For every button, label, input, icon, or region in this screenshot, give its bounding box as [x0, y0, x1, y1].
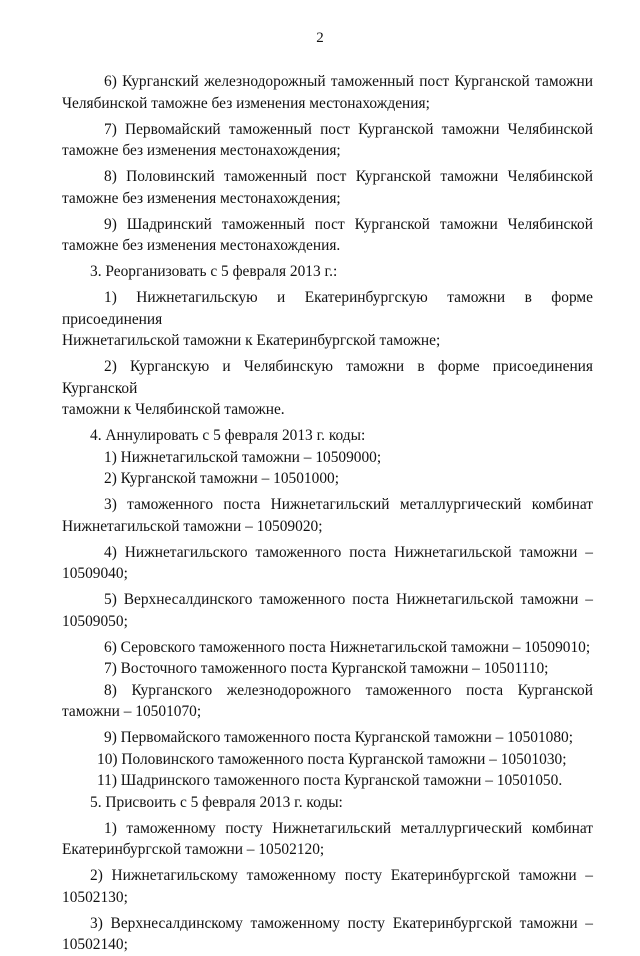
paragraph-line: 7) Восточного таможенного поста Курганской таможни – 10501110; — [104, 660, 549, 677]
paragraph-5-3 — [62, 913, 593, 956]
paragraph-continuation: Челябинской таможне без изменения местонахождения; — [62, 94, 430, 112]
paragraph-9-shadrinsky-post — [62, 214, 593, 257]
paragraph-4-2 — [62, 468, 593, 490]
paragraph-8-polovinsky-post — [62, 166, 593, 209]
paragraph-4-3 — [62, 494, 593, 537]
paragraph-4-8 — [62, 680, 593, 723]
paragraph-7-pervomaysky-post — [62, 119, 593, 162]
paragraph-4-5 — [62, 589, 593, 632]
paragraph-5-1 — [62, 818, 593, 861]
paragraph-continuation: Нижнетагильской таможни к Екатеринбургской таможне; — [62, 332, 441, 349]
paragraph-4-11 — [62, 770, 593, 792]
paragraph-line: 10) Половинского таможенного поста Курганской таможни – 10501030; — [97, 750, 567, 768]
paragraph-line: 9) Шадринский таможенный пост Курганской таможни Челябинской — [104, 215, 593, 233]
paragraph-4-4 — [62, 542, 593, 585]
paragraph-continuation: 10509040; — [62, 565, 128, 582]
paragraph-line: 6) Серовского таможенного поста Нижнетагильской таможни – 10509010; — [104, 638, 591, 656]
page-number: 2 — [316, 30, 324, 46]
document-body — [62, 71, 593, 956]
paragraph-line: 5. Присвоить с 5 февраля 2013 г. коды: — [90, 793, 343, 811]
paragraph-4-7 — [62, 658, 593, 680]
paragraph-5-2 — [62, 865, 593, 908]
paragraph-line: 1) Нижнетагильской таможни – 10509000; — [104, 448, 382, 466]
paragraph-line: 4. Аннулировать с 5 февраля 2013 г. коды: — [90, 427, 366, 444]
paragraph-line: 11) Шадринского таможенного поста Курганской таможни – 10501050. — [97, 772, 563, 789]
paragraph-line: 3. Реорганизовать с 5 февраля 2013 г.: — [90, 263, 338, 280]
paragraph-4-10 — [62, 749, 593, 771]
paragraph-4-6 — [62, 637, 593, 659]
paragraph-continuation: таможне без изменения местонахождения; — [62, 189, 341, 207]
paragraph-6-kurgan-railway-post — [62, 71, 593, 114]
paragraph-continuation: 10502130; — [62, 888, 128, 906]
paragraph-line: 3) таможенного поста Нижнетагильский металлургический комбинат — [104, 496, 593, 513]
paragraph-continuation: Екатеринбургской таможни – 10502120; — [62, 841, 325, 858]
paragraph-continuation: таможне без изменения местонахождения. — [62, 237, 341, 254]
paragraph-continuation: таможни – 10501070; — [62, 703, 202, 720]
paragraph-line: 1) таможенному посту Нижнетагильский металлургический комбинат — [104, 819, 593, 837]
paragraph-continuation: 10509050; — [62, 612, 128, 630]
paragraph-4-1 — [62, 447, 593, 469]
paragraph-3-1-nizhny-tagil-merge — [62, 287, 593, 352]
paragraph-3-2-kurgan-merge — [62, 356, 593, 421]
paragraph-line: 5) Верхнесалдинского таможенного поста Нижнетагильской таможни – — [104, 591, 593, 608]
section-5-heading — [62, 792, 593, 814]
paragraph-continuation: 10502140; — [62, 936, 128, 953]
paragraph-continuation: таможни к Челябинской таможне. — [62, 401, 285, 418]
paragraph-line: 2) Курганской таможни – 10501000; — [104, 470, 339, 487]
paragraph-line: 1) Нижнетагильскую и Екатеринбургскую таможни в форме присоединения — [62, 289, 593, 328]
paragraph-line: 6) Курганский железнодорожный таможенный пост Курганской таможни — [104, 73, 593, 90]
paragraph-continuation: таможне без изменения местонахождения; — [62, 142, 341, 159]
paragraph-line: 2) Курганскую и Челябинскую таможни в форме присоединения Курганской — [62, 358, 593, 397]
paragraph-line: 9) Первомайского таможенного поста Курганской таможни – 10501080; — [104, 729, 574, 746]
paragraph-line: 8) Половинский таможенный пост Курганской таможни Челябинской — [104, 168, 593, 185]
paragraph-line: 7) Первомайский таможенный пост Курганской таможни Челябинской — [104, 120, 593, 138]
paragraph-line: 8) Курганского железнодорожного таможенного поста Курганской — [104, 681, 593, 699]
section-3-heading — [62, 261, 593, 283]
paragraph-line: 2) Нижнетагильскому таможенному посту Екатеринбургской таможни – — [90, 867, 593, 884]
paragraph-continuation: Нижнетагильской таможни – 10509020; — [62, 517, 323, 535]
section-4-heading — [62, 425, 593, 447]
paragraph-line: 3) Верхнесалдинскому таможенному посту Екатеринбургской таможни – — [90, 914, 593, 932]
paragraph-line: 4) Нижнетагильского таможенного поста Нижнетагильской таможни – — [104, 543, 593, 561]
paragraph-4-9 — [62, 727, 593, 749]
